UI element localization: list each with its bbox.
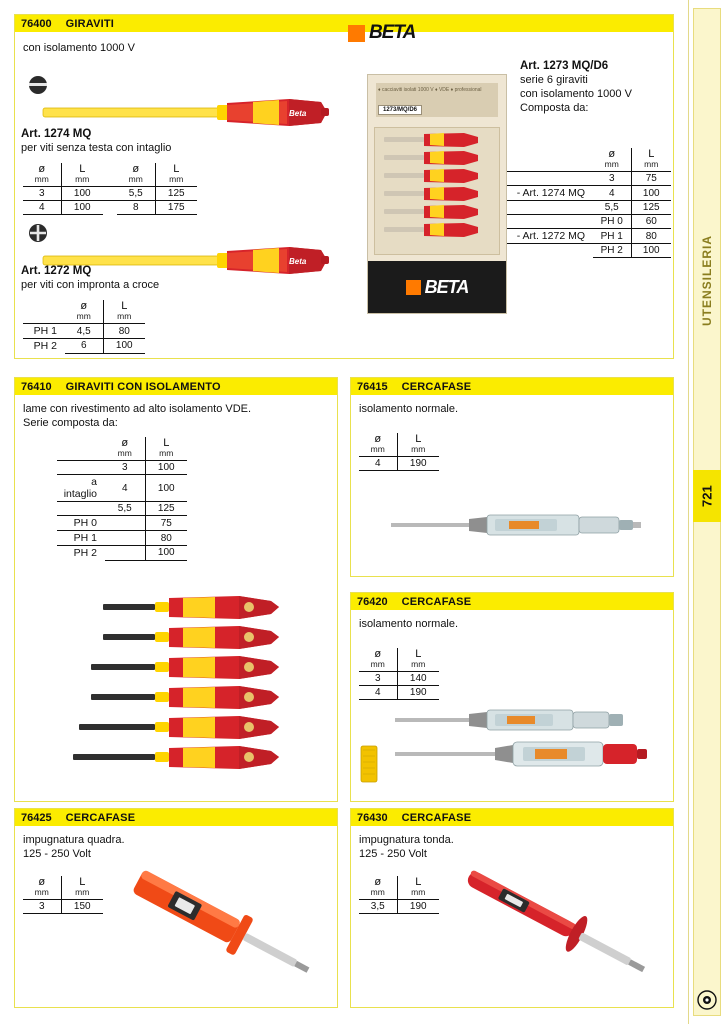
- table-row-bottom: [23, 215, 197, 217]
- beta-mark-icon: [697, 990, 717, 1010]
- panel-76410: [14, 377, 338, 802]
- col-dia-2: ø mm: [128, 163, 143, 184]
- table-header-row: [359, 876, 439, 900]
- art-1273-title: Art. 1273 MQ/D6: [520, 60, 609, 72]
- table-row: - Art. 1272 MQ PH 1 80: [507, 229, 671, 244]
- panel-76415-code: 76415: [357, 380, 388, 393]
- box-article-label: 1273/MQ/D6: [378, 105, 422, 115]
- table-row-bottom: [57, 560, 187, 562]
- page-number-tab: 721: [693, 470, 721, 522]
- page-side-rail: [688, 0, 724, 1024]
- panel-76430-table: [359, 876, 439, 914]
- col-dia: ø mm: [76, 300, 91, 321]
- svg-text:Beta: Beta: [289, 109, 307, 118]
- table-row: PH 1 4,5 80: [23, 324, 145, 339]
- panel-76415: [350, 377, 674, 577]
- col-dia: ø mm: [34, 163, 49, 184]
- col-dia: ø mm: [370, 876, 385, 897]
- panel-76425: [14, 808, 338, 1008]
- table-row-bottom: [507, 258, 671, 260]
- table-header-row: [57, 437, 187, 461]
- panel-76415-header: [351, 378, 673, 395]
- table-row: PH 0 75: [57, 516, 187, 531]
- table-row-bottom: [359, 914, 439, 915]
- table-header-row: [507, 148, 671, 172]
- table-row: - Art. 1274 MQ 4 100: [507, 186, 671, 201]
- col-dia: ø mm: [604, 148, 619, 169]
- panel-76400-code: 76400: [21, 17, 52, 30]
- col-dia: ø mm: [370, 648, 385, 669]
- panel-76425-table: [23, 876, 103, 914]
- table-row: 3 100: [57, 461, 187, 475]
- round-tester-illustration: [451, 858, 663, 998]
- table-row: 5,5 125: [507, 201, 671, 215]
- beta-wordmark: BETA: [369, 22, 416, 43]
- art-1273-line-3: Composta da:: [520, 102, 589, 114]
- col-len: L mm: [397, 648, 439, 672]
- panel-76420-table: [359, 648, 439, 700]
- table-row-bottom: [23, 353, 145, 355]
- table-row: 3 150: [23, 900, 103, 914]
- panel-76410-text-2: Serie composta da:: [23, 417, 118, 429]
- art-1274-title: Art. 1274 MQ: [21, 128, 92, 140]
- art-1274-desc: per viti senza testa con intaglio: [21, 142, 172, 154]
- art-1272-table: [23, 300, 145, 355]
- art-1273-block: [520, 60, 670, 115]
- art-1273-group-label-1: - Art. 1274 MQ: [507, 186, 593, 201]
- panel-76415-table: [359, 433, 439, 471]
- col-len-2: L mm: [155, 163, 197, 187]
- square-tester-illustration: [119, 860, 329, 1000]
- panel-76425-text-1: impugnatura quadra.: [23, 834, 125, 846]
- panel-76410-text-1: lame con rivestimento ad alto isolamento VDE.: [23, 403, 252, 415]
- col-len: L mm: [61, 876, 103, 900]
- table-row: PH 2 6 100: [23, 339, 145, 354]
- col-len: L mm: [397, 876, 439, 900]
- art-1273-table: [507, 148, 671, 260]
- col-dia: ø mm: [117, 437, 132, 458]
- art-1272-title: Art. 1272 MQ: [21, 265, 92, 277]
- col-dia: ø mm: [34, 876, 49, 897]
- table-row: 3 100 5,5 125: [23, 187, 197, 201]
- art-1273-line-1: serie 6 giraviti: [520, 74, 588, 86]
- panel-76425-title: CERCAFASE: [65, 811, 136, 824]
- table-row: 4 190: [359, 457, 439, 471]
- panel-76420: [350, 592, 674, 802]
- table-row: PH 1 80: [57, 531, 187, 546]
- screwdriver-set-illustration: [43, 595, 321, 795]
- panel-76430: [350, 808, 674, 1008]
- panel-76400-title: GIRAVITI: [65, 17, 115, 30]
- panel-76410-table: [57, 437, 187, 562]
- art-1272-desc: per viti con impronta a croce: [21, 279, 160, 291]
- panel-76425-text-2: 125 - 250 Volt: [23, 848, 91, 860]
- panel-76425-code: 76425: [21, 811, 52, 824]
- voltage-tester-illustration: [391, 505, 651, 545]
- panel-76430-title: CERCAFASE: [401, 811, 472, 824]
- panel-76415-title: CERCAFASE: [401, 380, 472, 393]
- table-row: 3 140: [359, 672, 439, 686]
- col-dia: ø mm: [370, 433, 385, 454]
- panel-76400-subtitle: con isolamento 1000 V: [23, 42, 135, 54]
- panel-76400-header: [15, 15, 673, 32]
- panel-76410-title: GIRAVITI CON ISOLAMENTO: [65, 380, 221, 393]
- table-row: a intaglio 4 100: [57, 475, 187, 502]
- table-row: PH 0 60: [507, 215, 671, 229]
- panel-76430-text-1: impugnatura tonda.: [359, 834, 454, 846]
- art-1274-block: [21, 128, 171, 155]
- table-header-row: [23, 300, 145, 324]
- panel-76430-header: [351, 809, 673, 826]
- table-row: PH 2 100: [57, 546, 187, 561]
- beta-square-icon: [348, 25, 365, 42]
- panel-76430-text-2: 125 - 250 Volt: [359, 848, 427, 860]
- table-header-row: [23, 163, 197, 187]
- col-len: L mm: [631, 148, 671, 172]
- col-len: L mm: [103, 300, 145, 324]
- table-row-bottom: [23, 914, 103, 915]
- table-header-row: [359, 648, 439, 672]
- panel-76410-header: [15, 378, 337, 395]
- table-row: 5,5 125: [57, 502, 187, 516]
- product-box-photo: ♦ cacciaviti isolati 1000 V ♦ VDE ♦ professional 1273/MQ/D6 BETA: [367, 74, 507, 314]
- table-row: 4 190: [359, 686, 439, 700]
- table-header-row: [23, 876, 103, 900]
- art-1274-table: [23, 163, 197, 217]
- table-row-bottom: [359, 471, 439, 472]
- rail-section-label: UTENSILERIA: [700, 234, 714, 326]
- art-1273-line-2: con isolamento 1000 V: [520, 88, 632, 100]
- panel-76430-code: 76430: [357, 811, 388, 824]
- table-header-row: [359, 433, 439, 457]
- panel-76400: [14, 14, 674, 359]
- spare-part-illustration: [355, 742, 389, 788]
- art-1272-block: [21, 265, 159, 292]
- panel-76410-code: 76410: [21, 380, 52, 393]
- voltage-tester-large-illustration: [395, 732, 653, 776]
- table-row: 3 75: [507, 172, 671, 186]
- panel-76415-text-1: isolamento normale.: [359, 403, 459, 415]
- panel-76420-title: CERCAFASE: [401, 595, 472, 608]
- panel-76420-code: 76420: [357, 595, 388, 608]
- panel-76420-header: [351, 593, 673, 610]
- screwdriver-slotted-illustration: [21, 72, 351, 130]
- art-1273-group-label-2: - Art. 1272 MQ: [507, 229, 593, 244]
- table-row: PH 2 100: [507, 244, 671, 258]
- panel-76420-text-1: isolamento normale.: [359, 618, 459, 630]
- table-row: 4 100 8 175: [23, 201, 197, 215]
- col-len: L mm: [61, 163, 103, 187]
- panel-76425-header: [15, 809, 337, 826]
- col-len: L mm: [145, 437, 187, 461]
- col-len: L mm: [397, 433, 439, 457]
- svg-text:Beta: Beta: [289, 257, 307, 266]
- table-row: 3,5 190: [359, 900, 439, 914]
- beta-logo: [348, 22, 415, 44]
